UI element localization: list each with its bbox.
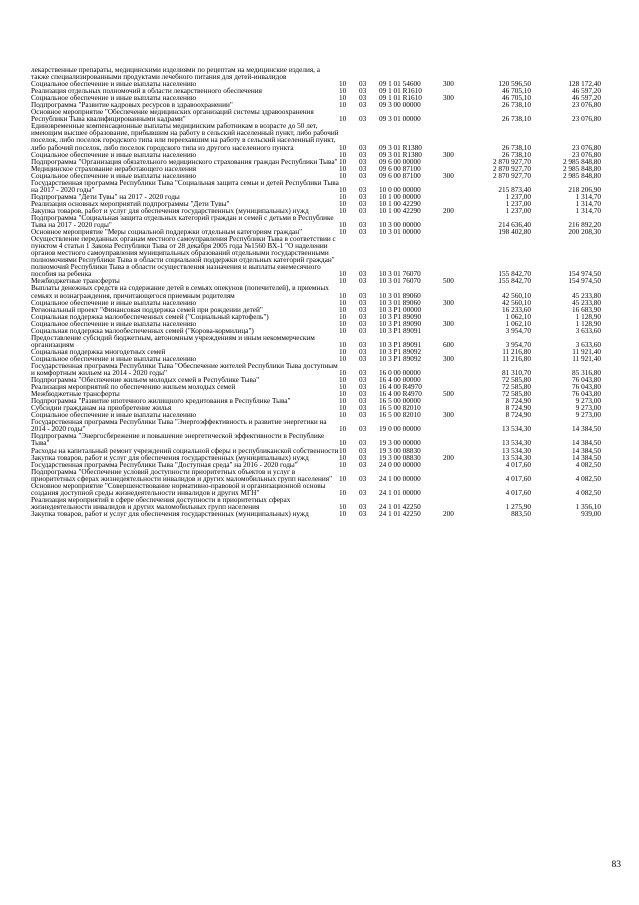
amount-2021: 9 273,00 bbox=[575, 411, 601, 420]
subsection-code: 03 bbox=[359, 460, 367, 469]
section-code: 10 bbox=[339, 143, 347, 152]
target-article-code: 09 3 01 00000 bbox=[379, 115, 421, 124]
amount-2021: 1 128,90 bbox=[575, 319, 601, 328]
subsection-code: 03 bbox=[359, 298, 367, 307]
section-code: 10 bbox=[339, 326, 347, 335]
target-article-code: 10 3 P1 89091 bbox=[379, 326, 422, 335]
row-name: Социальное обеспечение и иные выплаты населению bbox=[31, 80, 197, 89]
section-code: 10 bbox=[339, 488, 347, 497]
row-name: Социальное обеспечение и иные выплаты населению bbox=[31, 319, 197, 328]
target-article-code: 10 0 00 00000 bbox=[379, 185, 421, 194]
section-code: 10 bbox=[339, 383, 347, 392]
expense-type-code: 300 bbox=[443, 150, 454, 159]
target-article-code: 09 6 00 00000 bbox=[379, 157, 421, 166]
row-name: Реализация отдельных полномочий в области лекарственного обеспечения bbox=[31, 87, 262, 96]
amount-2020: 26 738,10 bbox=[502, 101, 531, 110]
amount-2020: 13 534,30 bbox=[502, 425, 531, 434]
amount-2020: 4 017,60 bbox=[505, 474, 531, 483]
amount-2021: 23 076,80 bbox=[572, 150, 601, 159]
amount-2020: 883,50 bbox=[511, 509, 531, 518]
amount-2021: 11 921,40 bbox=[572, 354, 601, 363]
amount-2021: 14 384,50 bbox=[572, 425, 601, 434]
row-name: Социальная поддержка многодетных семей bbox=[31, 347, 166, 356]
amount-2021: 46 597,20 bbox=[572, 94, 601, 103]
table-row bbox=[31, 109, 611, 123]
expense-type-code: 500 bbox=[443, 277, 454, 286]
amount-2020: 26 738,10 bbox=[502, 115, 531, 124]
amount-2020: 8 724,90 bbox=[505, 404, 531, 413]
section-code: 10 bbox=[339, 185, 347, 194]
section-code: 10 bbox=[339, 312, 347, 321]
row-name: Подпрограмма "Организация обязательного медицинского страхования граждан Республики Тыва" bbox=[31, 157, 338, 166]
row-name: Социальное обеспечение и иные выплаты населению bbox=[31, 94, 197, 103]
target-article-code: 10 3 P1 00000 bbox=[379, 305, 422, 314]
target-article-code: 10 3 01 89060 bbox=[379, 291, 421, 300]
budget-table bbox=[31, 67, 611, 518]
expense-type-code: 200 bbox=[443, 453, 454, 462]
row-name: Основное мероприятие "Меры социальной поддержки отдельным категориям граждан" bbox=[31, 228, 303, 237]
row-name: Медицинское страхование неработающего населения bbox=[31, 164, 197, 173]
row-name: Выплаты денежных средств на содержание детей в семьях опекунов (попечителей), в приемных семьях и вознаграждения, причитающегося приемным родителям bbox=[31, 284, 329, 300]
table-row bbox=[31, 285, 611, 299]
section-code: 10 bbox=[339, 376, 347, 385]
amount-2021: 9 273,00 bbox=[575, 404, 601, 413]
row-name: Социальная поддержка малообеспеченных семей ("Корова-кормилица") bbox=[31, 326, 254, 335]
amount-2021: 218 206,90 bbox=[568, 185, 601, 194]
amount-2021: 216 892,20 bbox=[568, 221, 601, 230]
row-name: Закупка товаров, работ и услуг для обеспечения государственных (муниципальных) нужд bbox=[31, 453, 309, 462]
row-name: Подпрограмма "Развитие ипотечного жилищного кредитования в Республике Тыва" bbox=[31, 397, 291, 406]
amount-2021: 2 985 848,80 bbox=[562, 171, 601, 180]
target-article-code: 16 5 00 82010 bbox=[379, 404, 421, 413]
section-code: 10 bbox=[339, 397, 347, 406]
target-article-code: 19 3 00 00000 bbox=[379, 439, 421, 448]
target-article-code: 10 1 00 00000 bbox=[379, 192, 421, 201]
row-name: Государственная программа Республики Тыва "Доступная среда" на 2016 - 2020 годы" bbox=[31, 460, 298, 469]
amount-2021: 85 316,80 bbox=[572, 369, 601, 378]
subsection-code: 03 bbox=[359, 446, 367, 455]
amount-2020: 13 534,30 bbox=[502, 453, 531, 462]
table-row bbox=[31, 236, 611, 278]
row-name: Реализация мероприятий в сфере обеспечения доступности в приоритетных сферах жизнедеятельности инвалидов и других маломобильных групп населения bbox=[31, 495, 291, 511]
expense-type-code: 500 bbox=[443, 390, 454, 399]
row-name: Основное мероприятие "Обеспечение медицинских организаций системы здравоохранения Республики Тыва квалифицированными кадрами" bbox=[31, 108, 314, 124]
target-article-code: 10 3 01 89060 bbox=[379, 298, 421, 307]
row-name: Закупка товаров, работ и услуг для обеспечения государственных (муниципальных) нужд bbox=[31, 509, 309, 518]
row-name: Предоставление субсидий бюджетным, автономным учреждениям и иным некоммерческим организациям bbox=[31, 333, 315, 349]
page-number: 83 bbox=[611, 860, 621, 870]
amount-2020: 1 062,10 bbox=[505, 312, 531, 321]
target-article-code: 19 0 00 00000 bbox=[379, 425, 421, 434]
target-article-code: 09 3 00 00000 bbox=[379, 101, 421, 110]
expense-type-code: 600 bbox=[443, 340, 454, 349]
section-code: 10 bbox=[339, 354, 347, 363]
target-article-code: 10 1 00 42290 bbox=[379, 199, 421, 208]
section-code: 10 bbox=[339, 390, 347, 399]
table-row bbox=[31, 67, 611, 81]
section-code: 10 bbox=[339, 502, 347, 511]
amount-2020: 42 560,10 bbox=[502, 298, 531, 307]
subsection-code: 03 bbox=[359, 171, 367, 180]
subsection-code: 03 bbox=[359, 439, 367, 448]
table-row bbox=[31, 363, 611, 377]
amount-2020: 1 237,00 bbox=[505, 192, 531, 201]
section-code: 10 bbox=[339, 115, 347, 124]
amount-2020: 8 724,90 bbox=[505, 411, 531, 420]
row-name: Подпрограмма "Обеспечение жильем молодых семей в Республике Тыва" bbox=[31, 376, 260, 385]
amount-2020: 46 705,10 bbox=[502, 87, 531, 96]
amount-2020: 11 216,80 bbox=[502, 354, 531, 363]
section-code: 10 bbox=[339, 206, 347, 215]
amount-2021: 11 921,40 bbox=[572, 347, 601, 356]
amount-2020: 11 216,80 bbox=[502, 347, 531, 356]
table-row bbox=[31, 335, 611, 349]
row-name: Государственная программа Республики Тыва "Обеспечение жителей Республики Тыва доступным и комфортным жильем на 2014 - 2020 годы" bbox=[31, 361, 338, 378]
row-name: Субсидии гражданам на приобретение жилья bbox=[31, 404, 172, 413]
target-article-code: 16 5 00 00000 bbox=[379, 397, 421, 406]
row-name: Социальное обеспечение и иные выплаты населению bbox=[31, 298, 197, 307]
section-code: 10 bbox=[339, 439, 347, 448]
subsection-code: 03 bbox=[359, 354, 367, 363]
table-row bbox=[31, 180, 611, 194]
amount-2020: 120 596,50 bbox=[498, 80, 531, 89]
subsection-code: 03 bbox=[359, 185, 367, 194]
table-row bbox=[31, 483, 611, 497]
target-article-code: 09 3 01 R1380 bbox=[379, 143, 422, 152]
target-article-code: 09 1 01 R1610 bbox=[379, 87, 422, 96]
amount-2021: 23 076,80 bbox=[572, 115, 601, 124]
section-code: 10 bbox=[339, 157, 347, 166]
target-article-code: 24 1 01 00000 bbox=[379, 488, 421, 497]
row-name: Подпрограмма "Обеспечение условий доступности приоритетных объектов и услуг в приоритетных сферах жизнедеятельности инвалидов и других маломобильных групп населения" bbox=[31, 467, 333, 483]
amount-2020: 26 738,10 bbox=[502, 150, 531, 159]
expense-type-code: 200 bbox=[443, 206, 454, 215]
row-name: Социальное обеспечение и иные выплаты населению bbox=[31, 150, 197, 159]
amount-2020: 198 402,80 bbox=[498, 228, 531, 237]
amount-2020: 1 275,90 bbox=[505, 502, 531, 511]
section-code: 10 bbox=[339, 277, 347, 286]
subsection-code: 03 bbox=[359, 228, 367, 237]
amount-2021: 76 043,80 bbox=[572, 376, 601, 385]
row-name: Государственная программа Республики Тыва "Социальная защита семьи и детей Республики Тыва на 2017 - 2020 годы" bbox=[31, 178, 339, 194]
subsection-code: 03 bbox=[359, 509, 367, 518]
row-name: Основное мероприятие "Совершенствование нормативно-правовой и организационной основы создания доступной среды жизнедеятельности инвалидов и других МГН" bbox=[31, 481, 326, 497]
amount-2020: 1 062,10 bbox=[505, 319, 531, 328]
section-code: 10 bbox=[339, 340, 347, 349]
subsection-code: 03 bbox=[359, 397, 367, 406]
target-article-code: 09 1 01 R1610 bbox=[379, 94, 422, 103]
target-article-code: 10 3 P1 89091 bbox=[379, 340, 422, 349]
amount-2021: 1 356,10 bbox=[575, 502, 601, 511]
section-code: 10 bbox=[339, 291, 347, 300]
subsection-code: 03 bbox=[359, 319, 367, 328]
expense-type-code: 300 bbox=[443, 171, 454, 180]
amount-2021: 2 985 848,80 bbox=[562, 157, 601, 166]
amount-2021: 154 974,50 bbox=[568, 277, 601, 286]
amount-2021: 76 043,80 bbox=[572, 383, 601, 392]
amount-2021: 154 974,50 bbox=[568, 270, 601, 279]
section-code: 10 bbox=[339, 425, 347, 434]
amount-2020: 26 738,10 bbox=[502, 143, 531, 152]
row-name: Социальная поддержка малообеспеченных семей ("Социальный картофель") bbox=[31, 312, 269, 321]
amount-2020: 72 585,80 bbox=[502, 383, 531, 392]
target-article-code: 09 6 00 87100 bbox=[379, 164, 421, 173]
target-article-code: 16 0 00 00000 bbox=[379, 369, 421, 378]
amount-2020: 2 870 927,70 bbox=[492, 164, 531, 173]
row-name: Социальное обеспечение и иные выплаты населению bbox=[31, 171, 197, 180]
row-name: Подпрограмма "Развитие кадровых ресурсов в здравоохранении" bbox=[31, 101, 233, 110]
target-article-code: 10 3 01 76070 bbox=[379, 270, 421, 279]
amount-2021: 200 208,30 bbox=[568, 228, 601, 237]
amount-2020: 155 842,70 bbox=[498, 270, 531, 279]
amount-2021: 23 076,80 bbox=[572, 143, 601, 152]
subsection-code: 03 bbox=[359, 488, 367, 497]
amount-2021: 3 633,60 bbox=[575, 340, 601, 349]
row-name: Реализация основных мероприятий подпрограммы "Дети Тувы" bbox=[31, 199, 230, 208]
table-row bbox=[31, 419, 611, 433]
subsection-code: 03 bbox=[359, 270, 367, 279]
amount-2021: 16 683,90 bbox=[572, 305, 601, 314]
section-code: 10 bbox=[339, 87, 347, 96]
amount-2020: 72 585,80 bbox=[502, 376, 531, 385]
section-code: 10 bbox=[339, 199, 347, 208]
target-article-code: 09 6 00 87100 bbox=[379, 171, 421, 180]
target-article-code: 10 3 P1 89090 bbox=[379, 319, 422, 328]
section-code: 10 bbox=[339, 460, 347, 469]
subsection-code: 03 bbox=[359, 411, 367, 420]
section-code: 10 bbox=[339, 474, 347, 483]
amount-2021: 939,00 bbox=[581, 509, 601, 518]
subsection-code: 03 bbox=[359, 383, 367, 392]
target-article-code: 16 4 00 R4970 bbox=[379, 390, 422, 399]
section-code: 10 bbox=[339, 94, 347, 103]
amount-2020: 3 954,70 bbox=[505, 326, 531, 335]
section-code: 10 bbox=[339, 404, 347, 413]
amount-2021: 1 314,70 bbox=[575, 206, 601, 215]
section-code: 10 bbox=[339, 164, 347, 173]
target-article-code: 24 0 00 00000 bbox=[379, 460, 421, 469]
amount-2021: 45 233,80 bbox=[572, 298, 601, 307]
subsection-code: 03 bbox=[359, 369, 367, 378]
subsection-code: 03 bbox=[359, 115, 367, 124]
amount-2020: 13 534,30 bbox=[502, 446, 531, 455]
row-name: Социальное обеспечение и иные выплаты населению bbox=[31, 411, 197, 420]
expense-type-code: 300 bbox=[443, 298, 454, 307]
amount-2021: 14 384,50 bbox=[572, 446, 601, 455]
row-name: Закупка товаров, работ и услуг для обеспечения государственных (муниципальных) нужд bbox=[31, 206, 309, 215]
subsection-code: 03 bbox=[359, 101, 367, 110]
section-code: 10 bbox=[339, 453, 347, 462]
amount-2020: 8 724,90 bbox=[505, 397, 531, 406]
amount-2021: 9 273,00 bbox=[575, 397, 601, 406]
section-code: 10 bbox=[339, 270, 347, 279]
subsection-code: 03 bbox=[359, 143, 367, 152]
amount-2021: 1 314,70 bbox=[575, 192, 601, 201]
expense-type-code: 300 bbox=[443, 319, 454, 328]
section-code: 10 bbox=[339, 80, 347, 89]
target-article-code: 16 4 00 00000 bbox=[379, 376, 421, 385]
table-row bbox=[31, 123, 611, 151]
subsection-code: 03 bbox=[359, 157, 367, 166]
table-row bbox=[31, 433, 611, 447]
target-article-code: 10 3 P1 89092 bbox=[379, 354, 422, 363]
row-name: Расходы на капитальный ремонт учреждений социальной сферы и республиканской собственности bbox=[31, 446, 339, 455]
target-article-code: 24 1 00 00000 bbox=[379, 474, 421, 483]
section-code: 10 bbox=[339, 369, 347, 378]
target-article-code: 10 3 01 76070 bbox=[379, 277, 421, 286]
target-article-code: 19 3 00 08830 bbox=[379, 446, 421, 455]
target-article-code: 19 3 00 08830 bbox=[379, 453, 421, 462]
subsection-code: 03 bbox=[359, 94, 367, 103]
expense-type-code: 300 bbox=[443, 354, 454, 363]
amount-2020: 2 870 927,70 bbox=[492, 157, 531, 166]
amount-2021: 76 043,80 bbox=[572, 390, 601, 399]
amount-2020: 4 017,60 bbox=[505, 488, 531, 497]
target-article-code: 10 3 01 00000 bbox=[379, 228, 421, 237]
amount-2020: 155 842,70 bbox=[498, 277, 531, 286]
subsection-code: 03 bbox=[359, 277, 367, 286]
subsection-code: 03 bbox=[359, 404, 367, 413]
subsection-code: 03 bbox=[359, 326, 367, 335]
amount-2020: 42 560,10 bbox=[502, 291, 531, 300]
amount-2020: 1 237,00 bbox=[505, 206, 531, 215]
target-article-code: 24 1 01 42250 bbox=[379, 509, 421, 518]
expense-type-code: 300 bbox=[443, 411, 454, 420]
row-name: Межбюджетные трансферты bbox=[31, 390, 120, 399]
section-code: 10 bbox=[339, 228, 347, 237]
subsection-code: 03 bbox=[359, 199, 367, 208]
target-article-code: 10 3 00 00000 bbox=[379, 221, 421, 230]
subsection-code: 03 bbox=[359, 291, 367, 300]
section-code: 10 bbox=[339, 171, 347, 180]
amount-2021: 23 076,80 bbox=[572, 101, 601, 110]
section-code: 10 bbox=[339, 446, 347, 455]
amount-2021: 4 082,50 bbox=[575, 460, 601, 469]
amount-2021: 2 985 848,80 bbox=[562, 164, 601, 173]
subsection-code: 03 bbox=[359, 164, 367, 173]
amount-2020: 13 534,30 bbox=[502, 439, 531, 448]
section-code: 10 bbox=[339, 150, 347, 159]
subsection-code: 03 bbox=[359, 390, 367, 399]
subsection-code: 03 bbox=[359, 347, 367, 356]
subsection-code: 03 bbox=[359, 87, 367, 96]
section-code: 10 bbox=[339, 347, 347, 356]
amount-2021: 14 384,50 bbox=[572, 453, 601, 462]
row-name: Межбюджетные трансферты bbox=[31, 277, 120, 286]
amount-2020: 72 585,80 bbox=[502, 390, 531, 399]
amount-2020: 214 636,40 bbox=[498, 221, 531, 230]
table-row bbox=[31, 497, 611, 511]
row-name: Социальное обеспечение и иные выплаты населению bbox=[31, 354, 197, 363]
target-article-code: 10 1 00 42290 bbox=[379, 206, 421, 215]
amount-2021: 1 314,70 bbox=[575, 199, 601, 208]
table-row bbox=[31, 511, 611, 518]
row-name: лекарственные препараты, медицинскими изделиями по рецептам на медицинские изделия, а также специализированными продуктами лечебного питания для детей-инвалидов bbox=[31, 66, 321, 82]
section-code: 10 bbox=[339, 319, 347, 328]
expense-type-code: 300 bbox=[443, 94, 454, 103]
amount-2020: 215 873,40 bbox=[498, 185, 531, 194]
amount-2020: 81 310,70 bbox=[502, 369, 531, 378]
target-article-code: 09 3 01 R1380 bbox=[379, 150, 422, 159]
target-article-code: 16 5 00 82010 bbox=[379, 411, 421, 420]
subsection-code: 03 bbox=[359, 340, 367, 349]
subsection-code: 03 bbox=[359, 376, 367, 385]
section-code: 10 bbox=[339, 298, 347, 307]
row-name: Реализация мероприятий по обеспечению жильем молодых семей bbox=[31, 383, 236, 392]
row-name: Региональный проект "Финансовая поддержка семей при рождении детей" bbox=[31, 305, 263, 314]
amount-2020: 1 237,00 bbox=[505, 199, 531, 208]
row-name: Подпрограмма "Энергосбережение и повышение энергетической эффективности в Республике Тыва" bbox=[31, 432, 325, 448]
amount-2021: 46 597,20 bbox=[572, 87, 601, 96]
row-name: Государственная программа Республики Тыва "Энергоэффективность и развитие энергетики на 2014 - 2020 годы" bbox=[31, 418, 327, 434]
subsection-code: 03 bbox=[359, 150, 367, 159]
amount-2021: 14 384,50 bbox=[572, 439, 601, 448]
row-name: Осуществление переданных органам местного самоуправления Республики Тыва в соответствии с пунктом 4 статьи 1 Закона Республики Тыва от 28 декабря 2005 года №1560 ВХ-1 "О наделении органов местного самоуправления муниципальных образований отдельными государственными полномочиями Республики Тыва в области социальной поддержки отдельных категорий граждан" полномочий Республики Тыва в области осуществления назначения и выплаты ежемесячного пособия на ребенка bbox=[31, 235, 336, 279]
expense-type-code: 200 bbox=[443, 509, 454, 518]
subsection-code: 03 bbox=[359, 474, 367, 483]
section-code: 10 bbox=[339, 192, 347, 201]
expense-type-code: 300 bbox=[443, 80, 454, 89]
subsection-code: 03 bbox=[359, 221, 367, 230]
amount-2020: 3 954,70 bbox=[505, 340, 531, 349]
amount-2020: 2 870 927,70 bbox=[492, 171, 531, 180]
target-article-code: 09 1 01 54600 bbox=[379, 80, 421, 89]
subsection-code: 03 bbox=[359, 425, 367, 434]
amount-2021: 45 233,80 bbox=[572, 291, 601, 300]
row-name: Подпрограмма "Дети Тувы" на 2017 - 2020 годы bbox=[31, 192, 180, 201]
amount-2021: 128 172,40 bbox=[568, 80, 601, 89]
section-code: 10 bbox=[339, 305, 347, 314]
amount-2021: 4 082,50 bbox=[575, 474, 601, 483]
subsection-code: 03 bbox=[359, 80, 367, 89]
section-code: 10 bbox=[339, 509, 347, 518]
amount-2020: 4 017,60 bbox=[505, 460, 531, 469]
row-name: Единовременные компенсационные выплаты медицинским работникам в возрасте до 50 лет, имеющим высшее образование, прибывшим на работу в сельский населенный пункт, либо рабочий поселок, либо поселок городского типа или переехавшим на работу в сельский населенный пункт, либо рабочий поселок, либо поселок городского типа из другого населенного пункта bbox=[31, 122, 339, 152]
subsection-code: 03 bbox=[359, 453, 367, 462]
amount-2021: 4 082,50 bbox=[575, 488, 601, 497]
subsection-code: 03 bbox=[359, 192, 367, 201]
section-code: 10 bbox=[339, 221, 347, 230]
row-name: Подпрограмма "Социальная защита отдельных категорий граждан и семей с детьми в Республике Тыва на 2017 - 2020 годы" bbox=[31, 213, 334, 230]
target-article-code: 16 4 00 R4970 bbox=[379, 383, 422, 392]
section-code: 10 bbox=[339, 101, 347, 110]
subsection-code: 03 bbox=[359, 312, 367, 321]
table-row bbox=[31, 469, 611, 483]
subsection-code: 03 bbox=[359, 502, 367, 511]
amount-2021: 1 128,90 bbox=[575, 312, 601, 321]
table-row bbox=[31, 215, 611, 229]
target-article-code: 24 1 01 42250 bbox=[379, 502, 421, 511]
section-code: 10 bbox=[339, 411, 347, 420]
amount-2020: 16 233,60 bbox=[502, 305, 531, 314]
subsection-code: 03 bbox=[359, 206, 367, 215]
target-article-code: 10 3 P1 89090 bbox=[379, 312, 422, 321]
amount-2020: 46 705,10 bbox=[502, 94, 531, 103]
amount-2021: 3 633,60 bbox=[575, 326, 601, 335]
target-article-code: 10 3 P1 89092 bbox=[379, 347, 422, 356]
subsection-code: 03 bbox=[359, 305, 367, 314]
